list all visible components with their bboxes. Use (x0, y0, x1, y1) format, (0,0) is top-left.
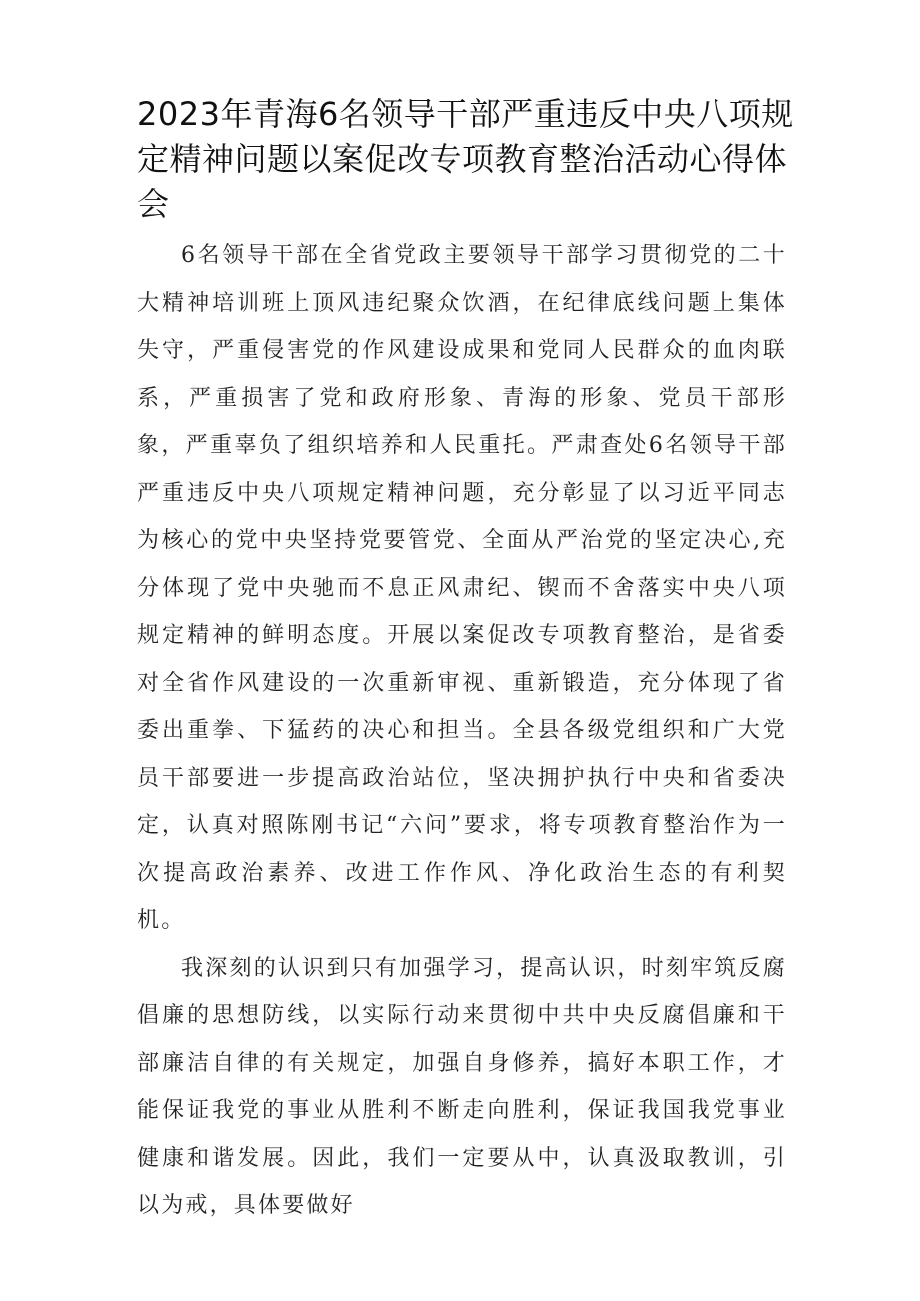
document-title: 2023年青海6名领导干部严重违反中央八项规定精神问题以案促改专项教育整治活动心得体会 (137, 95, 794, 223)
paragraph: 我深刻的认识到只有加强学习，提高认识，时刻牢筑反腐倡廉的思想防线，以实际行动来贯彻中共中央反腐倡廉和干部廉洁自律的有关规定，加强自身修养，搞好本职工作，才能保证我党的事业从胜利不断走向胜利，保证我国我党事业健康和谐发展。因此，我们一定要从中，认真汲取教训，引以为戒，具体要做好 (137, 955, 787, 1218)
document-body (137, 232, 787, 1230)
paragraph: 6名领导干部在全省党政主要领导干部学习贯彻党的二十大精神培训班上顶风违纪聚众饮酒，在纪律底线问题上集体失守，严重侵害党的作风建设成果和党同人民群众的血肉联系，严重损害了党和政府形象、青海的形象、党员干部形象，严重辜负了组织培养和人民重托。严肃查处6名领导干部严重违反中央八项规定精神问题，充分彰显了以习近平同志为核心的党中央坚持党要管党、全面从严治党的坚定决心,充分体现了党中央驰而不息正风肃纪、锲而不舍落实中央八项规定精神的鲜明态度。开展以案促改专项教育整治，是省委对全省作风建设的一次重新审视、重新锻造，充分体现了省委出重拳、下猛药的决心和担当。全县各级党组织和广大党员干部要进一步提高政治站位，坚决拥护执行中央和省委决定，认真对照陈刚书记“六问”要求，将专项教育整治作为一次提高政治素养、改进工作作风、净化政治生态的有利契机。 (137, 243, 787, 933)
